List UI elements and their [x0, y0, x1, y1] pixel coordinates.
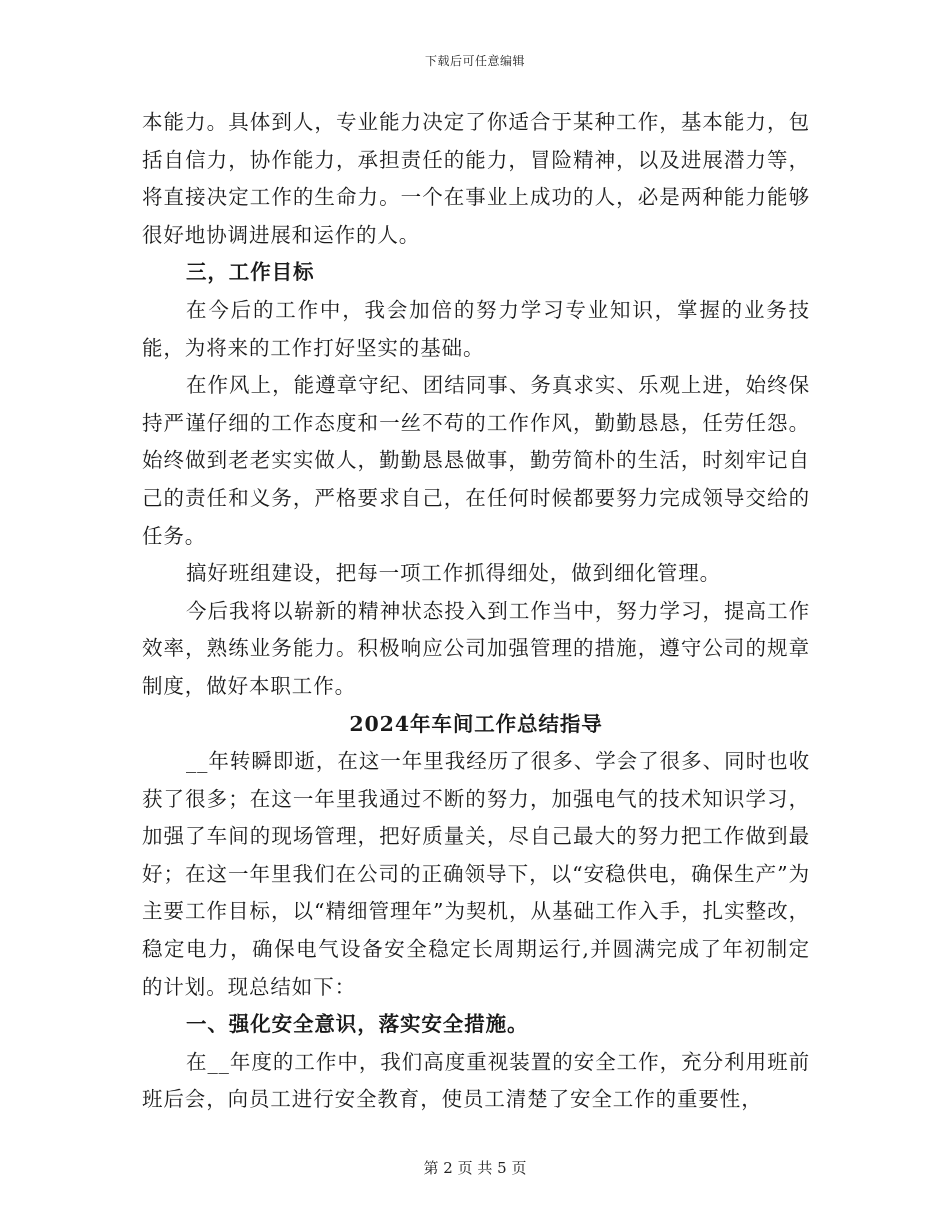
page-header: 下载后可任意编辑: [424, 54, 525, 68]
document-title: 2024年车间工作总结指导: [349, 711, 603, 736]
paragraph-future: 今后我将以崭新的精神状态投入到工作当中，努力学习，提高工作效率，熟练业务能力。积极响应公司加强管理的措施，遵守公司的规章制度，做好本职工作。: [142, 598, 810, 698]
document-body: [142, 104, 810, 1119]
paragraph-study: 在今后的工作中，我会加倍的努力学习专业知识，掌握的业务技能，为将来的工作打好坚实的基础。: [142, 297, 810, 360]
page-number-footer: 第 2 页 共 5 页: [423, 1159, 527, 1177]
section-heading-safety: 一、强化安全意识，落实安全措施。: [186, 1012, 529, 1037]
paragraph-continuation: 本能力。具体到人，专业能力决定了你适合于某种工作，基本能力，包括自信力，协作能力，承担责任的能力，冒险精神，以及进展潜力等，将直接决定工作的生命力。一个在事业上成功的人，必是两种能力能够很好地协调进展和运作的人。: [142, 110, 810, 247]
section-heading-goals: 三，工作目标: [186, 260, 315, 285]
paragraph-intro: __年转瞬即逝，在这一年里我经历了很多、学会了很多、同时也收获了很多；在这一年里我通过不断的努力，加强电气的技术知识学习，加强了车间的现场管理，把好质量关，尽自己最大的努力把工作做到最好；在这一年里我们在公司的正确领导下，以“安稳供电，确保生产”为主要工作目标，以“精细管理年”为契机，从基础工作入手，扎实整改，稳定电力，确保电气设备安全稳定长周期运行,并圆满完成了年初制定的计划。现总结如下：: [142, 749, 810, 999]
paragraph-team-building: 搞好班组建设，把每一项工作抓得细处，做到细化管理。: [186, 561, 721, 586]
paragraph-safety: 在__年度的工作中，我们高度重视装置的安全工作，充分利用班前班后会，向员工进行安全教育，使员工清楚了安全工作的重要性，: [142, 1049, 810, 1112]
paragraph-work-style: 在作风上，能遵章守纪、团结同事、务真求实、乐观上进，始终保持严谨仔细的工作态度和一丝不苟的工作作风，勤勤恳恳，任劳任怨。始终做到老老实实做人，勤勤恳恳做事，勤劳简朴的生活，时刻牢记自己的责任和义务，严格要求自己，在任何时候都要努力完成领导交给的任务。: [142, 373, 810, 548]
